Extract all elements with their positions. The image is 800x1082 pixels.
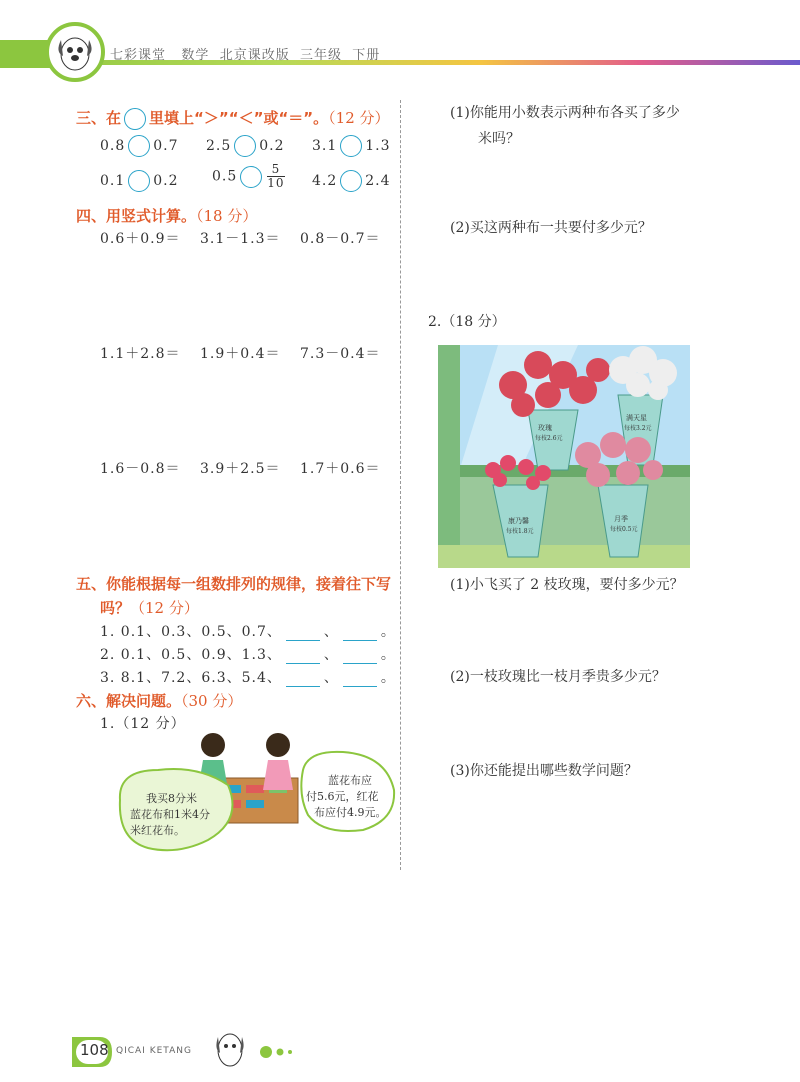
header-series: 七彩课堂 <box>110 48 167 63</box>
section6-title: 六、解决问题。（30 分） <box>76 692 243 710</box>
flower-shop-illustration <box>438 345 690 568</box>
fraction: $\frac{5}{10}$ <box>267 162 285 190</box>
compare-row-2: 0.1 0.2 <box>100 170 179 192</box>
answer-circle[interactable] <box>240 166 262 188</box>
calc-item: 1.7＋0.6＝ <box>300 461 381 477</box>
bubble-left-line: 我买8分米 <box>146 792 197 805</box>
compare-row-1b: 2.5 0.2 <box>206 135 285 157</box>
bubble-left-line: 蓝花布和1米4分 <box>130 808 210 821</box>
footer-brand: QICAI KETANG <box>116 1046 192 1056</box>
calc-item: 3.9＋2.5＝ <box>200 461 281 477</box>
section5-title: 五、你能根据每一组数排列的规律，接着往下写 <box>76 575 392 593</box>
answer-circle[interactable] <box>340 170 362 192</box>
compare-row-1c: 3.1 1.3 <box>312 135 391 157</box>
q1-sub1: (1)你能用小数表示两种布各买了多少 米吗？ <box>450 105 680 147</box>
header-edition: 北京课改版 <box>219 48 290 63</box>
vase-label: 每枝0.5元 <box>610 526 638 533</box>
answer-circle[interactable] <box>128 170 150 192</box>
q1-sub2: (2)买这两种布一共要付多少元？ <box>450 220 652 236</box>
footer-mascot-icon <box>208 1025 308 1075</box>
header-grade: 三年级 <box>299 48 342 63</box>
header-title <box>110 44 380 63</box>
q2-sub2: (2)一枝玫瑰比一枝月季贵多少元？ <box>450 669 666 685</box>
calc-item: 0.6＋0.9＝ <box>100 231 181 247</box>
section4-title: 四、用竖式计算。（18 分） <box>76 207 258 225</box>
q2-sub3: (3)你还能提出哪些数学问题？ <box>450 763 638 779</box>
mascot-dog-icon <box>45 22 105 82</box>
vase-label: 每枝1.8元 <box>506 528 534 535</box>
compare-row-2b: 0.5 $\frac{5}{10}$ <box>212 162 285 190</box>
calc-item: 3.1－1.3＝ <box>200 231 281 247</box>
answer-circle[interactable] <box>234 135 256 157</box>
header-term: 下册 <box>352 48 381 63</box>
calc-item: 1.9＋0.4＝ <box>200 346 281 362</box>
calc-item: 7.3－0.4＝ <box>300 346 381 362</box>
column-divider <box>400 100 401 870</box>
bubble-right-line: 布应付4.9元。 <box>314 806 387 819</box>
section5-title-2: 吗？（12 分） <box>100 599 199 617</box>
vase-label: 康乃馨 <box>508 517 529 525</box>
q1-label: 1.（12 分） <box>100 716 186 732</box>
header-subject: 数学 <box>181 48 210 63</box>
section3-title: 三、在 里填上“＞”“＜”或“＝”。（12 分） <box>76 107 390 130</box>
vase-label: 满天星 <box>626 414 647 422</box>
vase-label: 每枝2.6元 <box>535 435 563 442</box>
sequence-item: 1. 0.1、0.3、0.5、0.7、 、 。 <box>100 624 396 640</box>
compare-row-1: 0.8 0.7 <box>100 135 179 157</box>
vase-label: 月季 <box>614 515 628 523</box>
answer-circle[interactable] <box>128 135 150 157</box>
calc-item: 1.6－0.8＝ <box>100 461 181 477</box>
q2-sub1: (1)小飞买了 2 枝玫瑰，要付多少元？ <box>450 577 684 593</box>
vase-label: 每枝3.2元 <box>624 425 652 432</box>
bubble-right-line: 蓝花布应 <box>328 774 372 787</box>
sequence-item: 2. 0.1、0.5、0.9、1.3、 、 。 <box>100 647 396 663</box>
bubble-left-line: 米红花布。 <box>130 824 185 837</box>
page-number: 108 <box>80 1041 109 1059</box>
bubble-right-line: 付5.6元，红花 <box>306 790 379 803</box>
fabric-shop-illustration <box>118 730 398 865</box>
vase-label: 玫瑰 <box>538 424 552 432</box>
answer-circle[interactable] <box>340 135 362 157</box>
calc-item: 0.8－0.7＝ <box>300 231 381 247</box>
sequence-item: 3. 8.1、7.2、6.3、5.4、 、 。 <box>100 670 396 686</box>
calc-item: 1.1＋2.8＝ <box>100 346 181 362</box>
compare-row-2c: 4.2 2.4 <box>312 170 391 192</box>
answer-circle <box>124 108 146 130</box>
q2-label: 2.（18 分） <box>428 314 506 330</box>
